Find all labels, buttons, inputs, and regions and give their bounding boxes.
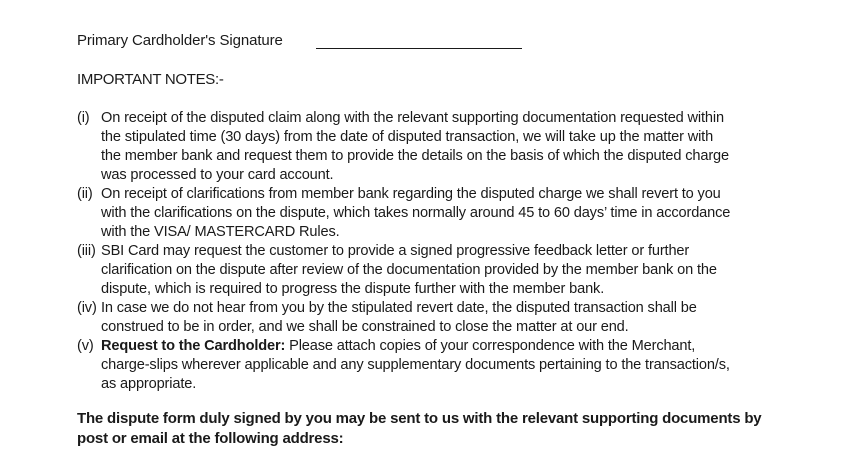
note-text-line: SBI Card may request the customer to provide a signed progressive feedback letter or further <box>101 243 690 259</box>
note-item <box>77 185 797 242</box>
note-text-line: was processed to your card account. <box>101 167 334 183</box>
note-text-line: dispute, which is required to progress the dispute further with the member bank. <box>101 281 605 297</box>
note-number: (iii) <box>77 243 96 259</box>
note-text-line: charge-slips wherever applicable and any supplementary documents pertaining to the transaction/s, <box>101 357 730 373</box>
note-text-line: the stipulated time (30 days) from the date of disputed transaction, we will take up the matter with <box>101 129 714 145</box>
note-text-line: In case we do not hear from you by the stipulated revert date, the disputed transaction shall be <box>101 300 697 316</box>
notes-list <box>77 109 797 394</box>
footer-line: post or email at the following address: <box>77 430 344 447</box>
note-text-fragment: Please attach copies of your correspondence with the Merchant, <box>285 338 696 354</box>
note-item <box>77 299 797 337</box>
note-text-line: On receipt of clarifications from member bank regarding the disputed charge we shall revert to you <box>101 186 721 202</box>
note-text-line: On receipt of the disputed claim along with the relevant supporting documentation requested within <box>101 110 724 126</box>
note-text-line: as appropriate. <box>101 376 197 392</box>
signature-line[interactable] <box>316 48 522 49</box>
footer-line: The dispute form duly signed by you may be sent to us with the relevant supporting documents by <box>77 410 762 427</box>
note-text-line: construed to be in order, and we shall be constrained to close the matter at our end. <box>101 319 629 335</box>
note-number: (ii) <box>77 186 93 202</box>
note-number: (iv) <box>77 300 97 316</box>
note-number: (v) <box>77 338 94 354</box>
note-item <box>77 337 797 394</box>
note-text-line <box>101 337 797 356</box>
note-item <box>77 109 797 185</box>
note-item <box>77 242 797 299</box>
note-number: (i) <box>77 110 90 126</box>
submission-instructions <box>77 409 797 449</box>
signature-label: Primary Cardholder's Signature <box>77 32 283 49</box>
note-text-line: with the clarifications on the dispute, which takes normally around 45 to 60 days’ time in accordance <box>101 205 731 221</box>
important-notes-heading: IMPORTANT NOTES:- <box>77 71 224 88</box>
note-bold-lead: Request to the Cardholder: <box>101 338 286 354</box>
note-text-line: clarification on the dispute after review of the documentation provided by the member bank on the <box>101 262 717 278</box>
note-text-line: with the VISA/ MASTERCARD Rules. <box>101 224 340 240</box>
note-text-line: the member bank and request them to provide the details on the basis of which the disputed charge <box>101 148 729 164</box>
